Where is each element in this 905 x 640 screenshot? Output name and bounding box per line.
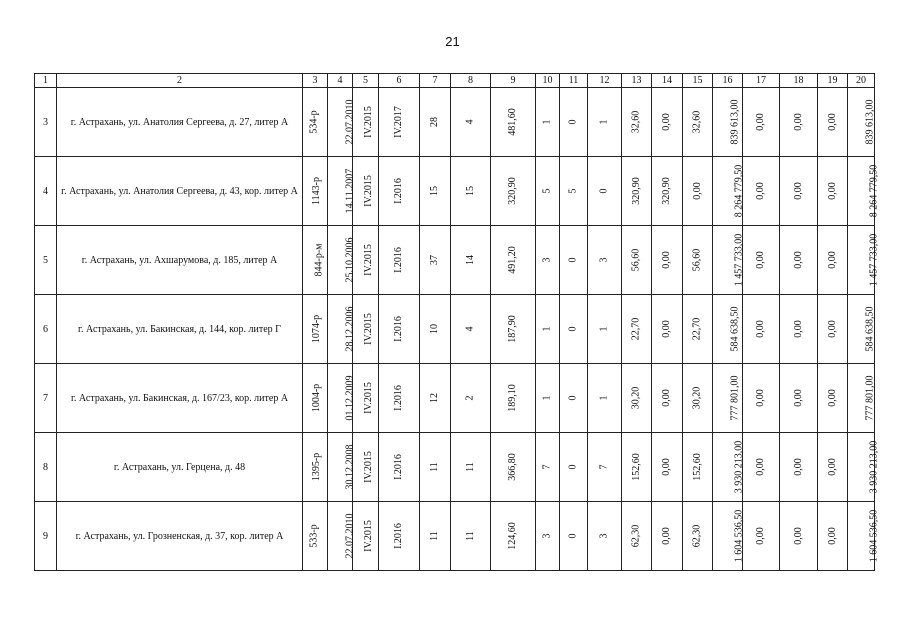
address-cell: г. Астрахань, ул. Анатолия Сергеева, д. 43, кор. литер А bbox=[57, 157, 303, 226]
cell-value: 1 bbox=[598, 119, 610, 125]
cell-value: 56,60 bbox=[630, 248, 642, 272]
cell-value: 0,00 bbox=[792, 320, 804, 338]
cell-col-12 bbox=[588, 364, 622, 433]
cell-col-12 bbox=[588, 226, 622, 295]
table-row bbox=[35, 433, 875, 502]
cell-value: 839 613,00 bbox=[864, 99, 876, 145]
cell-col-8 bbox=[451, 226, 491, 295]
cell-col-20 bbox=[848, 157, 880, 226]
cell-value: 22,70 bbox=[630, 317, 642, 341]
cell-value: 2 bbox=[464, 395, 476, 401]
row-number-cell: 6 bbox=[35, 295, 57, 364]
cell-col-14 bbox=[652, 433, 683, 502]
cell-value: 0,00 bbox=[755, 527, 766, 545]
cell-col-7 bbox=[420, 295, 451, 364]
cell-value: 14.11.2007 bbox=[344, 168, 356, 214]
cell-col-10 bbox=[536, 157, 560, 226]
address-cell: г. Астрахань, ул. Герцена, д. 48 bbox=[57, 433, 303, 502]
cell-value: 0,00 bbox=[826, 389, 838, 407]
cell-col-8 bbox=[451, 157, 491, 226]
column-header-7: 7 bbox=[420, 74, 451, 88]
row-number-cell: 3 bbox=[35, 88, 57, 157]
cell-value: 28 bbox=[429, 117, 440, 127]
cell-value: IV.2015 bbox=[362, 520, 374, 552]
cell-value: 1 604 536,50 bbox=[733, 509, 745, 563]
cell-col-19 bbox=[818, 226, 848, 295]
cell-col-14 bbox=[652, 295, 683, 364]
row-number-cell: 5 bbox=[35, 226, 57, 295]
cell-value: 1 457 733,00 bbox=[733, 233, 745, 287]
column-header-2: 2 bbox=[57, 74, 303, 88]
cell-col-3 bbox=[303, 502, 328, 571]
cell-value: 320,90 bbox=[661, 177, 672, 205]
cell-col-19 bbox=[818, 295, 848, 364]
column-header-8: 8 bbox=[451, 74, 491, 88]
cell-col-13 bbox=[622, 226, 652, 295]
cell-value: 1 604 536,50 bbox=[868, 509, 880, 563]
cell-value: 777 801,00 bbox=[729, 375, 741, 421]
cell-value: 0,00 bbox=[826, 113, 838, 131]
cell-value: 0,00 bbox=[661, 251, 672, 269]
cell-col-14 bbox=[652, 88, 683, 157]
cell-value: 584 638,50 bbox=[729, 306, 741, 352]
cell-col-11 bbox=[560, 364, 588, 433]
cell-value: 32,60 bbox=[691, 110, 703, 134]
cell-col-10 bbox=[536, 295, 560, 364]
cell-col-19 bbox=[818, 157, 848, 226]
cell-col-17 bbox=[743, 226, 780, 295]
page-number: 21 bbox=[445, 34, 460, 49]
cell-col-7 bbox=[420, 502, 451, 571]
address-cell: г. Астрахань, ул. Анатолия Сергеева, д. 27, литер А bbox=[57, 88, 303, 157]
cell-col-14 bbox=[652, 502, 683, 571]
cell-col-18 bbox=[780, 502, 818, 571]
cell-col-17 bbox=[743, 157, 780, 226]
cell-col-9 bbox=[491, 226, 536, 295]
cell-value: 152,60 bbox=[630, 453, 642, 481]
cell-col-7 bbox=[420, 364, 451, 433]
cell-col-9 bbox=[491, 364, 536, 433]
cell-col-18 bbox=[780, 295, 818, 364]
cell-value: 7 bbox=[541, 464, 553, 470]
cell-col-4 bbox=[328, 433, 356, 502]
cell-col-18 bbox=[780, 364, 818, 433]
cell-col-11 bbox=[560, 295, 588, 364]
cell-col-15 bbox=[683, 502, 713, 571]
cell-col-3 bbox=[303, 295, 328, 364]
cell-value: 3 bbox=[541, 257, 553, 263]
cell-col-6 bbox=[379, 433, 420, 502]
cell-col-20 bbox=[848, 433, 880, 502]
cell-col-11 bbox=[560, 226, 588, 295]
cell-value: 4 bbox=[464, 119, 476, 125]
cell-col-17 bbox=[743, 364, 780, 433]
table-row bbox=[35, 502, 875, 571]
cell-col-6 bbox=[379, 502, 420, 571]
cell-value: 11 bbox=[428, 462, 440, 472]
cell-col-4 bbox=[328, 295, 356, 364]
cell-value: 32,60 bbox=[630, 110, 642, 134]
cell-col-13 bbox=[622, 295, 652, 364]
cell-col-18 bbox=[780, 433, 818, 502]
address-cell: г. Астрахань, ул. Бакинская, д. 167/23, кор. литер А bbox=[57, 364, 303, 433]
cell-value: I.2016 bbox=[393, 523, 404, 549]
cell-value: 22,70 bbox=[691, 317, 703, 341]
cell-value: 0,00 bbox=[661, 113, 672, 131]
cell-value: 0,00 bbox=[826, 527, 838, 545]
cell-col-15 bbox=[683, 157, 713, 226]
cell-col-10 bbox=[536, 433, 560, 502]
cell-col-11 bbox=[560, 88, 588, 157]
address-cell: г. Астрахань, ул. Бакинская, д. 144, кор. литер Г bbox=[57, 295, 303, 364]
cell-col-12 bbox=[588, 88, 622, 157]
cell-value: 3 930 213,00 bbox=[868, 440, 880, 494]
column-header-6: 6 bbox=[379, 74, 420, 88]
column-header-14: 14 bbox=[652, 74, 683, 88]
cell-col-19 bbox=[818, 433, 848, 502]
cell-value: 366,80 bbox=[507, 453, 518, 481]
cell-col-3 bbox=[303, 364, 328, 433]
column-header-15: 15 bbox=[683, 74, 713, 88]
cell-value: 10 bbox=[429, 324, 440, 334]
cell-value: 1143-р bbox=[310, 177, 322, 205]
cell-col-11 bbox=[560, 433, 588, 502]
cell-col-13 bbox=[622, 502, 652, 571]
cell-col-4 bbox=[328, 502, 356, 571]
cell-value: 56,60 bbox=[691, 248, 703, 272]
cell-value: IV.2015 bbox=[362, 244, 374, 276]
cell-value: 0,00 bbox=[661, 320, 672, 338]
cell-value: 0,00 bbox=[826, 182, 838, 200]
cell-value: I.2016 bbox=[393, 316, 404, 342]
cell-value: 4 bbox=[464, 326, 476, 332]
cell-col-4 bbox=[328, 226, 356, 295]
cell-value: I.2016 bbox=[393, 178, 404, 204]
cell-value: 0,00 bbox=[826, 320, 838, 338]
cell-col-16 bbox=[713, 88, 743, 157]
cell-value: 1 bbox=[541, 395, 553, 401]
cell-value: 534-р bbox=[309, 110, 320, 134]
cell-value: 0,00 bbox=[755, 320, 766, 338]
cell-value: 0,00 bbox=[661, 389, 672, 407]
cell-value: 5 bbox=[541, 188, 553, 194]
column-header-13: 13 bbox=[622, 74, 652, 88]
cell-col-19 bbox=[818, 502, 848, 571]
cell-col-7 bbox=[420, 226, 451, 295]
cell-value: 1 bbox=[598, 326, 610, 332]
cell-value: 0 bbox=[567, 533, 579, 539]
cell-col-18 bbox=[780, 88, 818, 157]
cell-value: 0 bbox=[598, 188, 610, 194]
column-header-18: 18 bbox=[780, 74, 818, 88]
cell-value: 0,00 bbox=[755, 182, 766, 200]
cell-value: 0,00 bbox=[661, 527, 672, 545]
cell-col-6 bbox=[379, 226, 420, 295]
cell-value: 1 bbox=[598, 395, 610, 401]
cell-col-3 bbox=[303, 226, 328, 295]
cell-value: 0 bbox=[567, 395, 579, 401]
column-header-19: 19 bbox=[818, 74, 848, 88]
cell-col-10 bbox=[536, 88, 560, 157]
row-number-cell: 8 bbox=[35, 433, 57, 502]
cell-col-15 bbox=[683, 433, 713, 502]
column-header-16: 16 bbox=[713, 74, 743, 88]
cell-value: 0,00 bbox=[755, 458, 766, 476]
cell-col-17 bbox=[743, 88, 780, 157]
table-row bbox=[35, 295, 875, 364]
cell-col-18 bbox=[780, 157, 818, 226]
cell-col-4 bbox=[328, 364, 356, 433]
cell-col-10 bbox=[536, 364, 560, 433]
cell-col-7 bbox=[420, 157, 451, 226]
cell-value: 0 bbox=[567, 464, 579, 470]
cell-col-17 bbox=[743, 433, 780, 502]
address-cell: г. Астрахань, ул. Ахшарумова, д. 185, литер А bbox=[57, 226, 303, 295]
cell-col-17 bbox=[743, 295, 780, 364]
cell-col-8 bbox=[451, 364, 491, 433]
cell-value: 14 bbox=[464, 255, 476, 265]
cell-value: 533-р bbox=[309, 524, 320, 548]
cell-value: 0,00 bbox=[826, 251, 838, 269]
cell-value: 8 264 779,50 bbox=[733, 164, 745, 218]
cell-value: IV.2015 bbox=[362, 313, 374, 345]
table-row bbox=[35, 364, 875, 433]
cell-col-9 bbox=[491, 157, 536, 226]
cell-value: 62,30 bbox=[630, 524, 642, 548]
cell-col-19 bbox=[818, 88, 848, 157]
cell-col-12 bbox=[588, 433, 622, 502]
cell-value: IV.2015 bbox=[362, 382, 374, 414]
column-number-header-row bbox=[35, 74, 875, 88]
cell-value: 01.12.2009 bbox=[344, 375, 356, 421]
cell-col-13 bbox=[622, 364, 652, 433]
cell-col-3 bbox=[303, 88, 328, 157]
column-header-3: 3 bbox=[303, 74, 328, 88]
column-header-1: 1 bbox=[35, 74, 57, 88]
cell-value: 11 bbox=[428, 531, 440, 541]
row-number-cell: 4 bbox=[35, 157, 57, 226]
column-header-20: 20 bbox=[848, 74, 875, 88]
cell-value: IV.2017 bbox=[392, 106, 404, 138]
cell-col-9 bbox=[491, 295, 536, 364]
cell-value: 481,60 bbox=[507, 108, 518, 136]
cell-col-13 bbox=[622, 88, 652, 157]
cell-col-7 bbox=[420, 433, 451, 502]
address-cell: г. Астрахань, ул. Грозненская, д. 37, кор. литер А bbox=[57, 502, 303, 571]
cell-value: 12 bbox=[429, 393, 440, 403]
cell-value: I.2016 bbox=[393, 385, 404, 411]
column-header-12: 12 bbox=[588, 74, 622, 88]
cell-value: 0,00 bbox=[755, 389, 766, 407]
cell-value: 30.12.2008 bbox=[344, 444, 356, 490]
cell-value: 62,30 bbox=[691, 524, 703, 548]
cell-value: 15 bbox=[429, 186, 440, 196]
cell-value: 7 bbox=[598, 464, 610, 470]
cell-value: 839 613,00 bbox=[729, 99, 741, 145]
cell-col-7 bbox=[420, 88, 451, 157]
cell-value: 0,00 bbox=[661, 458, 672, 476]
cell-col-6 bbox=[379, 88, 420, 157]
cell-col-13 bbox=[622, 433, 652, 502]
cell-value: 1074-р bbox=[311, 314, 323, 344]
row-number-cell: 9 bbox=[35, 502, 57, 571]
cell-value: 844-р-м bbox=[313, 243, 325, 277]
cell-col-16 bbox=[713, 226, 743, 295]
cell-col-15 bbox=[683, 88, 713, 157]
housing-registry-table bbox=[34, 73, 880, 571]
cell-col-3 bbox=[303, 157, 328, 226]
cell-value: 15 bbox=[464, 186, 476, 196]
cell-col-16 bbox=[713, 157, 743, 226]
cell-col-9 bbox=[491, 433, 536, 502]
cell-value: 0,00 bbox=[826, 458, 838, 476]
cell-col-18 bbox=[780, 226, 818, 295]
cell-value: 8 264 779,50 bbox=[868, 164, 880, 218]
column-header-11: 11 bbox=[560, 74, 588, 88]
cell-col-6 bbox=[379, 295, 420, 364]
cell-value: 3 bbox=[541, 533, 553, 539]
cell-col-16 bbox=[713, 433, 743, 502]
cell-value: 30,20 bbox=[691, 386, 703, 410]
cell-col-11 bbox=[560, 502, 588, 571]
cell-value: 189,10 bbox=[507, 384, 518, 412]
cell-col-4 bbox=[328, 157, 356, 226]
cell-value: 1004-р bbox=[311, 383, 323, 413]
column-header-4: 4 bbox=[328, 74, 353, 88]
column-header-10: 10 bbox=[536, 74, 560, 88]
table-row bbox=[35, 226, 875, 295]
row-number-cell: 7 bbox=[35, 364, 57, 433]
cell-value: 0 bbox=[567, 326, 579, 332]
cell-col-9 bbox=[491, 502, 536, 571]
cell-col-14 bbox=[652, 157, 683, 226]
cell-col-12 bbox=[588, 295, 622, 364]
cell-value: 0,00 bbox=[792, 182, 804, 200]
column-header-5: 5 bbox=[353, 74, 379, 88]
cell-value: 30,20 bbox=[630, 386, 642, 410]
cell-col-5 bbox=[353, 157, 379, 226]
cell-value: IV.2015 bbox=[362, 451, 374, 483]
cell-col-13 bbox=[622, 157, 652, 226]
cell-value: 0,00 bbox=[691, 182, 703, 200]
cell-value: 11 bbox=[464, 531, 476, 541]
cell-value: 22.07.2010 bbox=[344, 513, 356, 559]
cell-value: 28.12.2006 bbox=[344, 306, 356, 352]
cell-col-6 bbox=[379, 364, 420, 433]
cell-value: 25.10.2006 bbox=[344, 237, 356, 283]
cell-col-15 bbox=[683, 295, 713, 364]
cell-value: 37 bbox=[429, 255, 440, 265]
cell-value: 0,00 bbox=[755, 113, 766, 131]
cell-value: 187,90 bbox=[507, 315, 518, 343]
cell-value: 3 bbox=[598, 257, 610, 263]
cell-col-10 bbox=[536, 226, 560, 295]
cell-value: 1395-р bbox=[311, 452, 323, 482]
cell-col-14 bbox=[652, 226, 683, 295]
cell-col-19 bbox=[818, 364, 848, 433]
cell-col-10 bbox=[536, 502, 560, 571]
cell-value: 0 bbox=[567, 119, 579, 125]
cell-col-16 bbox=[713, 364, 743, 433]
cell-value: 0,00 bbox=[792, 527, 804, 545]
cell-value: 0,00 bbox=[792, 113, 804, 131]
cell-col-8 bbox=[451, 88, 491, 157]
cell-value: 0 bbox=[567, 257, 579, 263]
cell-col-9 bbox=[491, 88, 536, 157]
cell-value: 1 457 733,00 bbox=[868, 233, 880, 287]
cell-col-20 bbox=[848, 226, 880, 295]
cell-value: 320,90 bbox=[630, 177, 642, 205]
cell-value: 0,00 bbox=[792, 251, 804, 269]
cell-col-6 bbox=[379, 157, 420, 226]
cell-col-14 bbox=[652, 364, 683, 433]
cell-value: IV.2015 bbox=[362, 175, 374, 207]
cell-value: 3 bbox=[598, 533, 610, 539]
cell-value: 0,00 bbox=[792, 389, 804, 407]
cell-value: 491,20 bbox=[507, 246, 518, 274]
column-header-17: 17 bbox=[743, 74, 780, 88]
table-body bbox=[35, 88, 880, 571]
cell-value: 5 bbox=[567, 188, 579, 194]
table-row bbox=[35, 157, 875, 226]
cell-value: IV.2015 bbox=[362, 106, 374, 138]
cell-col-20 bbox=[848, 502, 880, 571]
cell-col-17 bbox=[743, 502, 780, 571]
cell-col-16 bbox=[713, 295, 743, 364]
cell-col-4 bbox=[328, 88, 356, 157]
cell-value: 3 930 213,00 bbox=[733, 440, 745, 494]
cell-value: 11 bbox=[464, 462, 476, 472]
cell-value: 0,00 bbox=[792, 458, 804, 476]
cell-col-8 bbox=[451, 502, 491, 571]
cell-col-20 bbox=[848, 295, 875, 364]
cell-col-15 bbox=[683, 226, 713, 295]
cell-value: 0,00 bbox=[755, 251, 766, 269]
cell-col-12 bbox=[588, 157, 622, 226]
cell-col-12 bbox=[588, 502, 622, 571]
cell-value: 22.07.2010 bbox=[344, 99, 356, 145]
cell-value: I.2016 bbox=[393, 247, 404, 273]
cell-col-8 bbox=[451, 295, 491, 364]
cell-value: 124,60 bbox=[507, 522, 518, 550]
cell-col-20 bbox=[848, 88, 875, 157]
cell-value: I.2016 bbox=[393, 454, 404, 480]
cell-value: 584 638,50 bbox=[864, 306, 876, 352]
cell-col-20 bbox=[848, 364, 875, 433]
table-row bbox=[35, 88, 875, 157]
cell-col-11 bbox=[560, 157, 588, 226]
cell-value: 1 bbox=[541, 119, 553, 125]
cell-col-15 bbox=[683, 364, 713, 433]
cell-value: 320,90 bbox=[507, 177, 518, 205]
cell-col-16 bbox=[713, 502, 743, 571]
cell-value: 152,60 bbox=[691, 453, 703, 481]
cell-col-8 bbox=[451, 433, 491, 502]
cell-value: 1 bbox=[541, 326, 553, 332]
column-header-9: 9 bbox=[491, 74, 536, 88]
cell-col-3 bbox=[303, 433, 328, 502]
cell-value: 777 801,00 bbox=[864, 375, 876, 421]
